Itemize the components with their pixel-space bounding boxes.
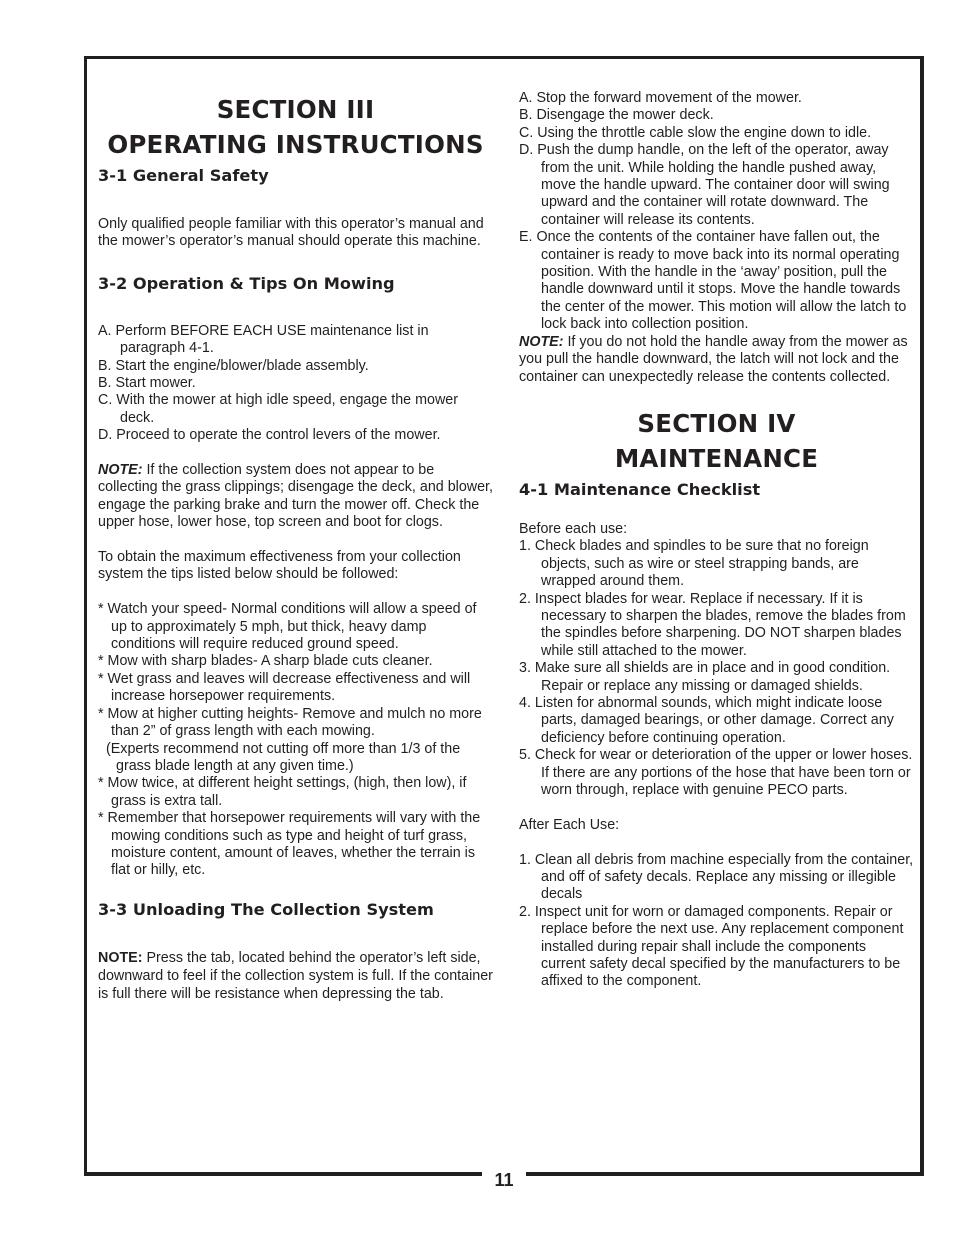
note-label: NOTE: bbox=[98, 462, 143, 479]
heading-3-2: 3-2 Operation & Tips On Mowing bbox=[98, 273, 395, 293]
after-item-1: 1. Clean all debris from machine especially from the container, and off of safety decals. Replace any missing or illegible decals bbox=[519, 851, 914, 903]
after-item-2: 2. Inspect unit for worn or damaged components. Repair or replace before the next use. Any replacement component installed during repair shall include the components current safety decal specified by the manufacturers to be affixed to the component. bbox=[519, 903, 904, 990]
tip-speed: * Watch your speed- Normal conditions will allow a speed of up to approximately 5 mph, but thick, heavy damp conditions will require reduced ground speed. bbox=[98, 601, 477, 653]
tip-wet-grass: * Wet grass and leaves will decrease effectiveness and will increase horsepower requirements. bbox=[98, 670, 471, 705]
before-item-2: 2. Inspect blades for wear. Replace if necessary. If it is necessary to sharpen the blades, remove the blades from the spindles before sharpening. DO NOT sharpen blades while still attached to the mower. bbox=[519, 590, 906, 659]
note-text-3: If you do not hold the handle away from the mower as you pull the handle downward, the latch will not lock and the container can unexpectedly release the contents collected. bbox=[519, 333, 908, 385]
step-a: A. Perform BEFORE EACH USE maintenance list in paragraph 4-1. bbox=[98, 322, 429, 357]
section-4-title-line1: SECTION IV bbox=[637, 408, 796, 438]
step-c: C. With the mower at high idle speed, engage the mower deck. bbox=[98, 392, 458, 426]
unload-step-c: C. Using the throttle cable slow the engine down to idle. bbox=[519, 124, 872, 141]
tip-mow-twice: * Mow twice, at different height settings, (high, then low), if grass is extra tall. bbox=[98, 775, 467, 809]
note-label-3: NOTE: bbox=[519, 333, 564, 350]
step-b: B. Start the engine/blower/blade assembly. bbox=[98, 357, 369, 374]
tip-cutting-height: * Mow at higher cutting heights- Remove and mulch no more than 2” of grass length with each mowing. bbox=[98, 705, 482, 740]
right-column bbox=[519, 90, 914, 991]
note-latch bbox=[519, 334, 914, 386]
before-item-3: 3. Make sure all shields are in place and in good condition. Repair or replace any missing or damaged shields. bbox=[519, 660, 891, 694]
before-item-4: 4. Listen for abnormal sounds, which might indicate loose parts, damaged bearings, or other damage. Correct any deficiency before continuing operation. bbox=[519, 694, 894, 746]
left-column bbox=[98, 92, 493, 1003]
safety-paragraph: Only qualified people familiar with this operator’s manual and the mower’s operator’s manual should operate this machine. bbox=[98, 216, 484, 250]
note-tab bbox=[98, 949, 493, 1004]
tip-experts: (Experts recommend not cutting off more than 1/3 of the grass blade length at any given time.) bbox=[106, 740, 461, 774]
section-4-title-line2: MAINTENANCE bbox=[614, 443, 819, 473]
before-item-5: 5. Check for wear or deterioration of the upper or lower hoses. If there are any portions of the hose that have been torn or worn through, replace with genuine PECO parts. bbox=[519, 747, 913, 798]
step-d: D. Proceed to operate the control levers of the mower. bbox=[98, 427, 441, 444]
unload-step-d: D. Push the dump handle, on the left of the operator, away from the unit. While holding the handle pushed away, move the handle upward. The container door will swing upward and the container will rotate downward. The container will release its contents. bbox=[519, 142, 890, 228]
note-label-2: NOTE: bbox=[98, 949, 143, 966]
after-use-label: After Each Use: bbox=[519, 816, 620, 833]
unload-step-a: A. Stop the forward movement of the mower. bbox=[519, 90, 802, 106]
note-collection bbox=[98, 462, 493, 532]
step-b2: B. Start mower. bbox=[98, 375, 196, 392]
unload-step-b: B. Disengage the mower deck. bbox=[519, 107, 714, 124]
page-number: 11 bbox=[482, 1166, 526, 1194]
heading-3-1: 3-1 General Safety bbox=[98, 166, 269, 185]
note-text-2: Press the tab, located behind the operator’s left side, downward to feel if the collection system is full. If the container is full there will be resistance when depressing the tab. bbox=[98, 949, 493, 1003]
unload-step-e: E. Once the contents of the container have fallen out, the container is ready to move back into its normal operating position. With the handle in the ‘away’ position, pull the handle downward until it stops. Move the handle towards the center of the mower. This motion will allow the latch to lock back into collection position. bbox=[519, 229, 907, 333]
before-item-1: 1. Check blades and spindles to be sure that no foreign objects, such as wire or steel strapping bands, are wrapped around them. bbox=[519, 538, 869, 590]
section-3-title-line2: OPERATING INSTRUCTIONS bbox=[107, 130, 484, 159]
heading-3-3: 3-3 Unloading The Collection System bbox=[98, 899, 434, 919]
tip-horsepower: * Remember that horsepower requirements will vary with the mowing conditions such as type and height of turf grass, moisture content, amount of leaves, whether the terrain is flat or hilly, etc. bbox=[98, 810, 481, 879]
note-text: If the collection system does not appear to be collecting the grass clippings; disengage the deck, and blower, engage the parking brake and turn the mower off. Check the upper hose, lower hose, top screen and boot for clogs. bbox=[98, 462, 494, 531]
heading-4-1: 4-1 Maintenance Checklist bbox=[519, 479, 761, 499]
tip-sharp-blades: * Mow with sharp blades- A sharp blade cuts cleaner. bbox=[98, 653, 433, 670]
tips-intro: To obtain the maximum effectiveness from your collection system the tips listed below should be followed: bbox=[98, 549, 461, 583]
section-3-title-line1: SECTION III bbox=[216, 95, 375, 124]
before-use-label: Before each use: bbox=[519, 520, 628, 537]
